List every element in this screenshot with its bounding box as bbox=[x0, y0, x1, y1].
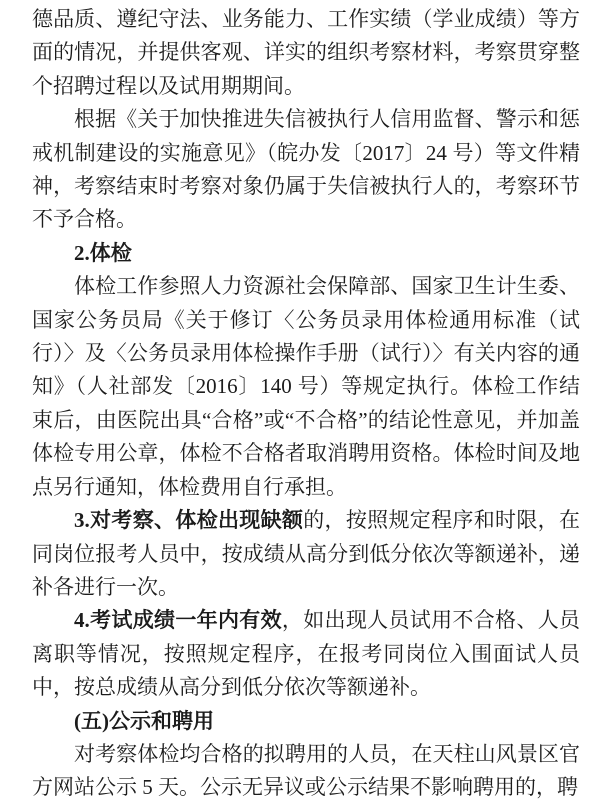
bold-text-run: 4.考试成绩一年内有效 bbox=[74, 608, 282, 633]
section-heading bbox=[32, 705, 580, 738]
text-run: 根据《关于加快推进失信被执行人信用监督、警示和惩戒机制建设的实施意见》（皖办发〔2017〕24 号）等文件精神，考察结束时考察对象仍属于失信被执行人的，考察环节不予合格。 bbox=[32, 107, 580, 232]
text-run: 德品质、遵纪守法、业务能力、工作实绩（学业成绩）等方面的情况，并提供客观、详实的组织考察材料，考察贯穿整个招聘过程以及试用期期间。 bbox=[32, 7, 580, 98]
text-run: ，如出现人员试用不合格、人员离职等情况，按照规定程序，在报考同岗位入围面试人员中，按总成绩从高分到低分依次等额递补。 bbox=[32, 608, 581, 700]
bold-text-run: 2.体检 bbox=[74, 240, 132, 265]
section-heading bbox=[32, 237, 580, 270]
document-body bbox=[32, 3, 580, 805]
paragraph bbox=[32, 738, 580, 805]
paragraph bbox=[32, 103, 580, 237]
paragraph bbox=[32, 604, 580, 704]
text-run: 对考察体检均合格的拟聘用的人员，在天柱山风景区官方网站公示 5 天。公示无异议或公示结果不影响聘用的，聘 bbox=[32, 741, 580, 800]
paragraph bbox=[32, 3, 580, 103]
bold-text-run: (五)公示和聘用 bbox=[74, 708, 214, 733]
text-run: 体检工作参照人力资源社会保障部、国家卫生计生委、国家公务员局《关于修订〈公务员录用体检通用标准（试行）〉及〈公务员录用体检操作手册（试行）〉有关内容的通知》（人社部发〔2016〕140 号）等规定执行。体检工作结束后，由医院出具“合格”或“不合格”的结论性意见，并加盖体检专用公章，体检不合格者取消聘用资格。体检时间及地点另行通知，体检费用自行承担。 bbox=[32, 274, 580, 499]
paragraph bbox=[32, 504, 580, 604]
bold-text-run: 3.对考察、体检出现缺额 bbox=[74, 508, 304, 533]
text-run: 的，按照规定程序和时限，在同岗位报考人员中，按成绩从高分到低分依次等额递补，递补各进行一次。 bbox=[32, 508, 581, 599]
paragraph bbox=[32, 270, 580, 504]
